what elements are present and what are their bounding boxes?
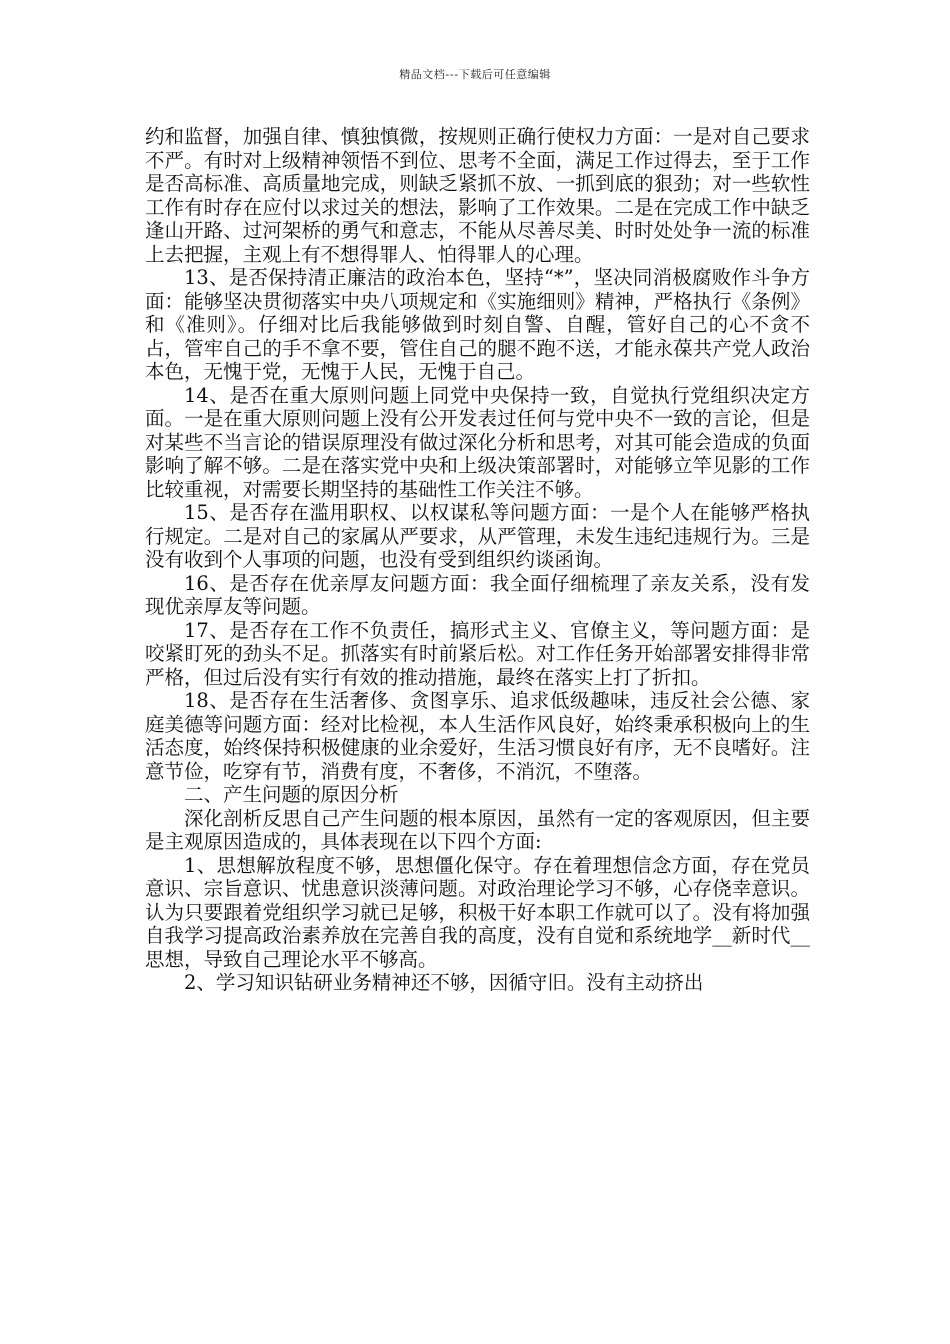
paragraph-cause-2: 2、学习知识钻研业务精神还不够，因循守旧。没有主动挤出 bbox=[184, 971, 704, 994]
paragraph-item-14: 14、是否在重大原则问题上同党中央保持一致，自觉执行党组织决定方面。一是在重大原则问题上没有公开发表过任何与党中央不一致的言论，但是对某些不当言论的错误原理没有做过深化分析和思考，对其可能会造成的负面影响了解不够。二是在落实党中央和上级决策部署时，对能够立竿见影的工作比较重视，对需要长期坚持的基础性工作关注不够。 bbox=[145, 383, 810, 501]
document-body bbox=[145, 125, 810, 995]
paragraph-cause-1: 1、思想解放程度不够，思想僵化保守。存在着理想信念方面，存在党员意识、宗旨意识、忧患意识淡薄问题。对政治理论学习不够，心存侥幸意识。认为只要跟着党组织学习就已足够，积极干好本职工作就可以了。没有将加强自我学习提高政治素养放在完善自我的高度，没有自觉和系统地学__新时代__思想，导致自己理论水平不够高。 bbox=[145, 853, 810, 971]
paragraph-item-16: 16、是否存在优亲厚友问题方面：我全面仔细梳理了亲友关系，没有发现优亲厚友等问题。 bbox=[145, 571, 810, 618]
paragraph-analysis-intro: 深化剖析反思自己产生问题的根本原因，虽然有一定的客观原因，但主要是主观原因造成的，具体表现在以下四个方面: bbox=[145, 806, 810, 853]
paragraph-item-18: 18、是否存在生活奢侈、贪图享乐、追求低级趣味，违反社会公德、家庭美德等问题方面：经对比检视，本人生活作风良好，始终秉承积极向上的生活态度，始终保持积极健康的业余爱好，生活习惯良好有序，无不良嗜好。注意节俭，吃穿有节，消费有度，不奢侈，不消沉，不堕落。 bbox=[145, 689, 810, 783]
paragraph-item-13: 13、是否保持清正廉洁的政治本色，坚持“*”，坚决同消极腐败作斗争方面：能够坚决贯彻落实中央八项规定和《实施细则》精神，严格执行《条例》和《准则》。仔细对比后我能够做到时刻自警、自醒，管好自己的心不贪不占，管牢自己的手不拿不要，管住自己的腿不跑不送，才能永葆共产党人政治本色，无愧于党，无愧于人民，无愧于自己。 bbox=[145, 266, 810, 383]
paragraph-item-15: 15、是否存在滥用职权、以权谋私等问题方面：一是个人在能够严格执行规定。二是对自己的家属从严要求，从严管理，未发生违纪违规行为。三是没有收到个人事项的问题，也没有受到组织约谈函询。 bbox=[145, 501, 810, 571]
paragraph-item-17: 17、是否存在工作不负责任，搞形式主义、官僚主义，等问题方面：是咬紧盯死的劲头不足。抓落实有时前紧后松。对工作任务开始部署安排得非常严格，但过后没有实行有效的推动措施，最终在落实上打了折扣。 bbox=[145, 618, 810, 689]
paragraph-continuation: 约和监督，加强自律、慎独慎微，按规则正确行使权力方面：一是对自己要求不严。有时对上级精神领悟不到位、思考不全面，满足工作过得去，至于工作是否高标准、高质量地完成，则缺乏紧抓不放、一抓到底的狠劲；对一些软性工作有时存在应付以求过关的想法，影响了工作效果。二是在完成工作中缺乏逢山开路、过河架桥的勇气和意志，不能从尽善尽美、时时处处争一流的标准上去把握，主观上有不想得罪人、怕得罪人的心理。 bbox=[145, 125, 810, 266]
page-header: 精品文档---下载后可任意编辑 bbox=[399, 68, 551, 81]
section-heading-cause-analysis: 二、产生问题的原因分析 bbox=[184, 783, 399, 806]
